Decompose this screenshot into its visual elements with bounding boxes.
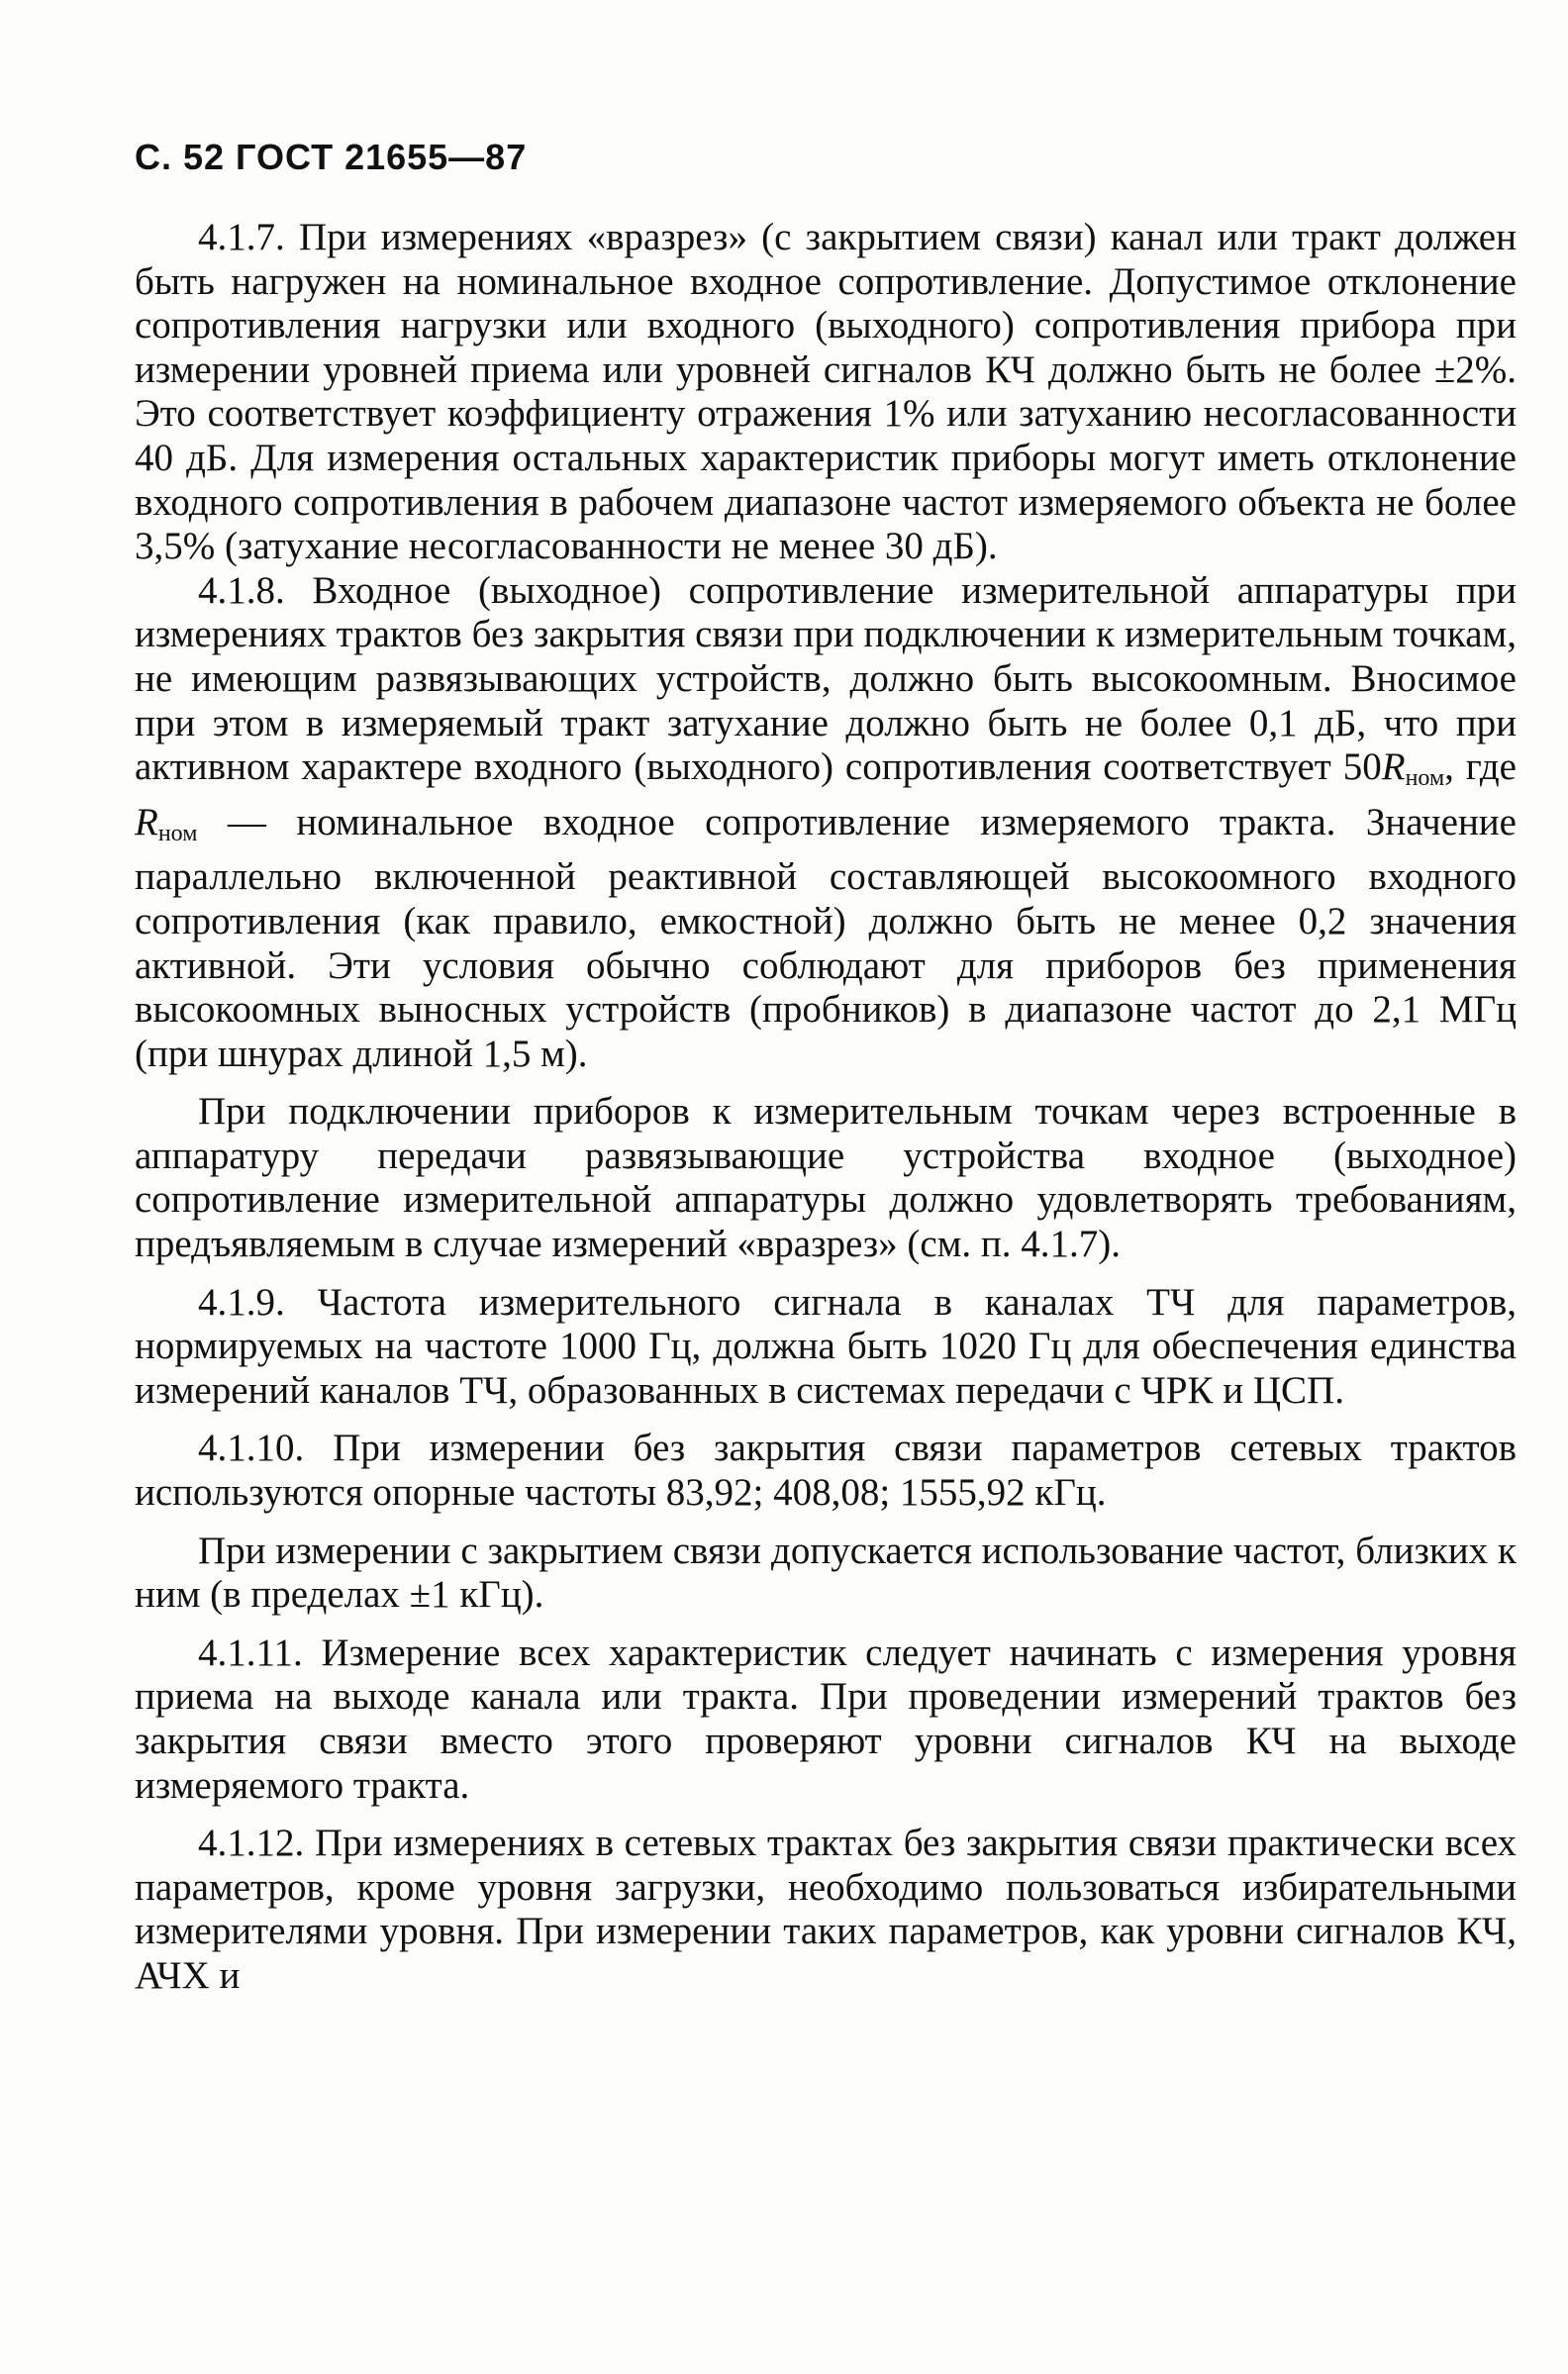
page-header: С. 52 ГОСТ 21655—87 xyxy=(135,137,528,177)
paragraph-4-1-11: 4.1.11. Измерение всех характеристик следует начинать с измерения уровня приема на выходе канала или тракта. При проведении измерений трактов без закрытия связи вместо этого проверяют уровни сигналов КЧ на выходе измеряемого тракта. xyxy=(135,1631,1517,1807)
paragraph-4-1-8-text-middle: , где xyxy=(1444,745,1517,789)
paragraph-4-1-8-text-after: — номинальное входное сопротивление измеряемого тракта. Значение параллельно включенной реактивной составляющей высокоомного входного сопротивления (как правило, емкостной) должно быть не менее 0,2 значения активной. Эти условия обычно соблюдают для приборов без применения высокоомных выносных устройств (пробников) в диапазоне частот до 2,1 МГц (при шнурах длиной 1,5 м). xyxy=(135,800,1517,1075)
paragraph-4-1-10: 4.1.10. При измерении без закрытия связи параметров сетевых трактов используются опорные частоты 83,92; 408,08; 1555,92 кГц. xyxy=(135,1427,1517,1515)
paragraph-4-1-8-connection: При подключении приборов к измерительным точкам через встроенные в аппаратуру передачи развязывающие устройства входное (выходное) сопротивление измерительной аппаратуры должно удовлетворять требованиям, предъявляемым в случае измерений «вразрез» (см. п. 4.1.7). xyxy=(135,1090,1517,1266)
r-nom-subscript-2: ном xyxy=(157,820,198,846)
r-nom-symbol-2: R xyxy=(135,800,158,843)
document-body xyxy=(135,216,1517,1999)
r-nom-subscript: ном xyxy=(1405,765,1445,792)
paragraph-4-1-10-closure: При измерении с закрытием связи допускается использование частот, близких к ним (в пределах ±1 кГц). xyxy=(135,1529,1517,1617)
paragraph-4-1-8-text-before: 4.1.8. Входное (выходное) сопротивление измерительной аппаратуры при измерениях трактов без закрытия связи при подключении к измерительным точкам, не имеющим развязывающих устройств, должно быть высокоомным. Вносимое при этом в измеряемый тракт затухание должно быть не более 0,1 дБ, что при активном характере входного (выходного) сопротивления соответствует 50 xyxy=(135,568,1517,789)
paragraph-4-1-7: 4.1.7. При измерениях «вразрез» (с закрытием связи) канал или тракт должен быть нагружен на номинальное входное сопротивление. Допустимое отклонение сопротивления нагрузки или входного (выходного) сопротивления прибора при измерении уровней приема или уровней сигналов КЧ должно быть не более ±2%. Это соответствует коэффициенту отражения 1% или затуханию несогласованности 40 дБ. Для измерения остальных характеристик приборы могут иметь отклонение входного сопротивления в рабочем диапазоне частот измеряемого объекта не более 3,5% (затухание несогласованности не менее 30 дБ). xyxy=(135,216,1517,568)
r-nom-symbol: R xyxy=(1381,745,1406,789)
paragraph-4-1-8 xyxy=(135,569,1517,1077)
paragraph-4-1-9: 4.1.9. Частота измерительного сигнала в каналах ТЧ для параметров, нормируемых на частоте 1000 Гц, должна быть 1020 Гц для обеспечения единства измерений каналов ТЧ, образованных в системах передачи с ЧРК и ЦСП. xyxy=(135,1280,1517,1412)
paragraph-4-1-12: 4.1.12. При измерениях в сетевых трактах без закрытия связи практически всех параметров, кроме уровня загрузки, необходимо пользоваться избирательными измерителями уровня. При измерении таких параметров, как уровни сигналов КЧ, АЧХ и xyxy=(135,1822,1517,1997)
